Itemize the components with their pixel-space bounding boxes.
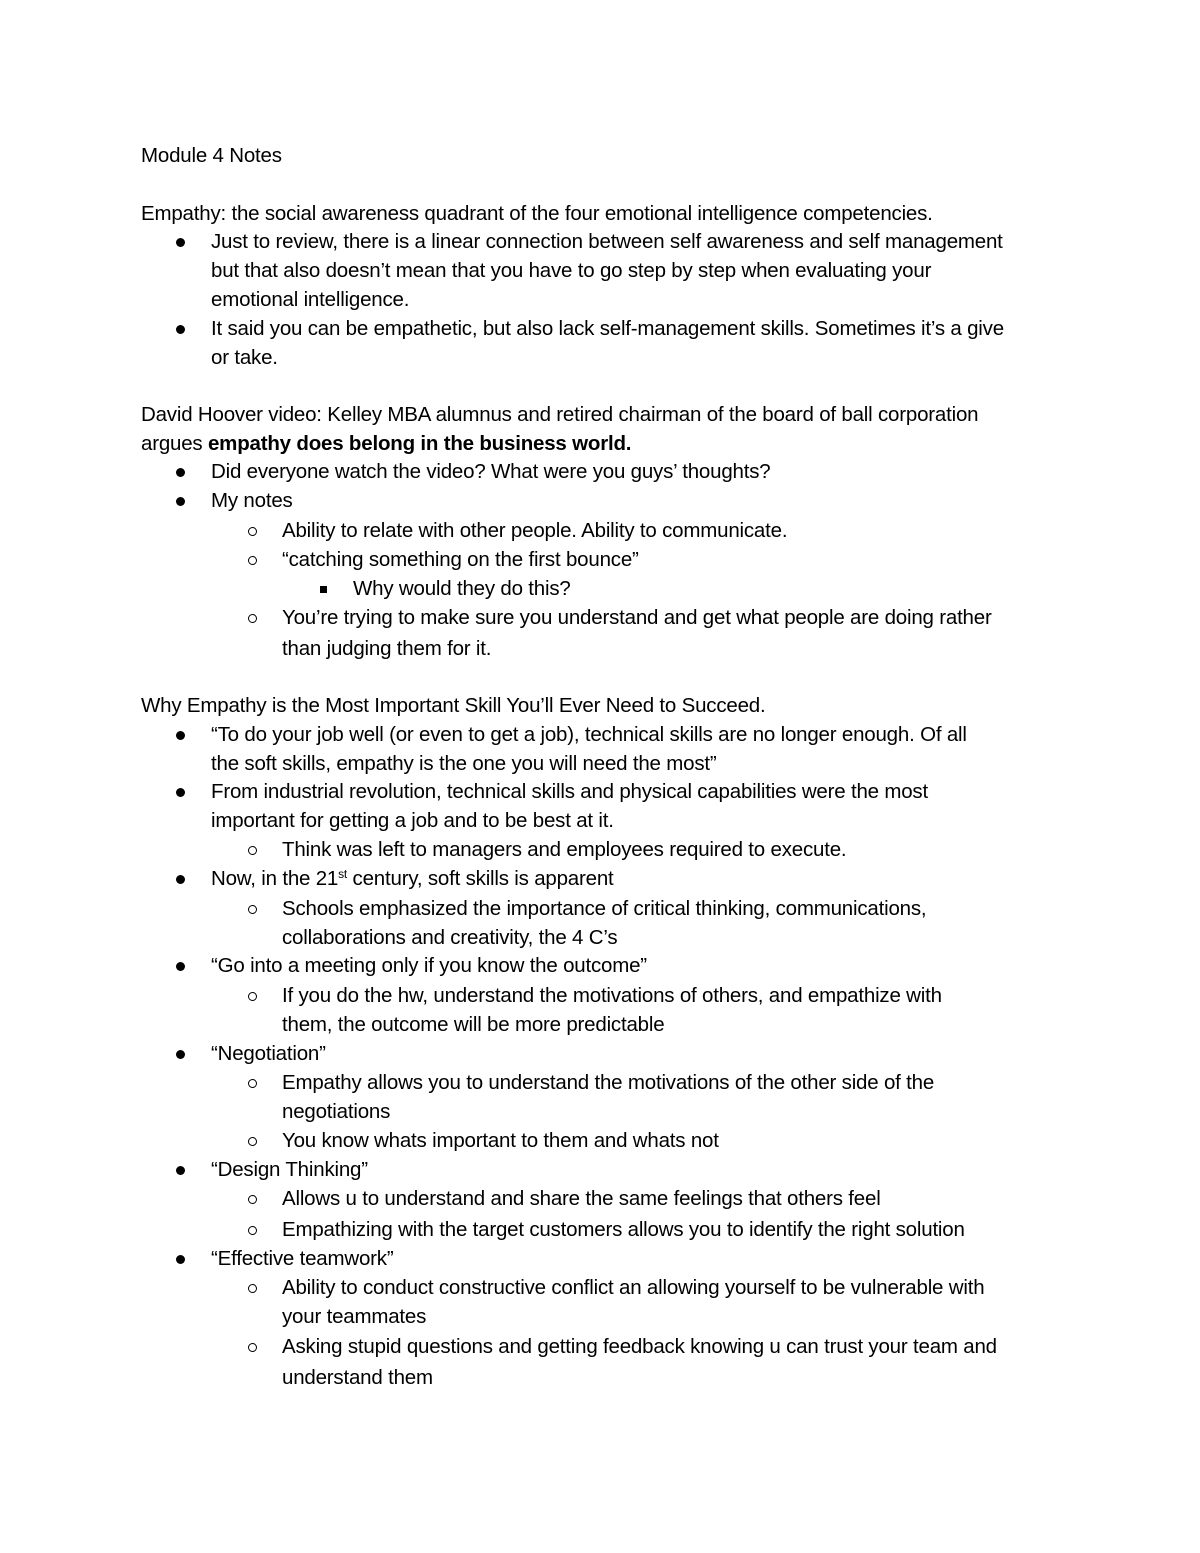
why-bullet-3-sub-1-line-2: collaborations and creativity, the 4 C’s [282, 926, 618, 949]
why-bullet-4-sub-1-line-1: If you do the hw, understand the motivations of others, and empathize with [282, 984, 942, 1007]
why-bullet-2-sub-1: Think was left to managers and employees required to execute. [282, 838, 847, 861]
hoover-bullet-1: Did everyone watch the video? What were you guys’ thoughts? [211, 460, 771, 483]
bullet-circle [248, 1226, 257, 1235]
bullet-dot [176, 1255, 185, 1264]
bullet-dot [176, 1166, 185, 1175]
bullet-circle [248, 1079, 257, 1088]
why-bullet-6-sub-2: Empathizing with the target customers allows you to identify the right solution [282, 1218, 965, 1241]
hoover-sub-3-line-1: You’re trying to make sure you understand and get what people are doing rather [282, 606, 992, 629]
why-bullet-6-sub-1: Allows u to understand and share the same feelings that others feel [282, 1187, 881, 1210]
why-bullet-5-sub-2: You know whats important to them and whats not [282, 1129, 719, 1152]
bullet-circle [248, 1343, 257, 1352]
hoover-heading-bold: empathy does belong in the business world. [207, 432, 632, 455]
bullet-circle [248, 1284, 257, 1293]
hoover-sub-1: Ability to relate with other people. Ability to communicate. [282, 519, 788, 542]
empathy-bullet-2-line-2: or take. [211, 346, 278, 369]
why-bullet-5-sub-1-line-2: negotiations [282, 1100, 391, 1123]
why-bullet-3-sup: st [338, 867, 348, 881]
bullet-dot [176, 875, 185, 884]
empathy-heading: Empathy: the social awareness quadrant of the four emotional intelligence competencies. [141, 202, 933, 225]
bullet-circle [248, 846, 257, 855]
bullet-dot [176, 325, 185, 334]
why-bullet-3-prefix: Now, in the 21 [211, 867, 339, 890]
why-bullet-4: “Go into a meeting only if you know the outcome” [211, 954, 647, 977]
why-bullet-7: “Effective teamwork” [211, 1247, 394, 1270]
why-bullet-2-line-1: From industrial revolution, technical skills and physical capabilities were the most [211, 780, 928, 803]
bullet-circle [248, 1137, 257, 1146]
bullet-dot [176, 238, 185, 247]
why-bullet-3 [211, 867, 614, 891]
why-bullet-5-sub-1-line-1: Empathy allows you to understand the motivations of the other side of the [282, 1071, 935, 1094]
bullet-circle [248, 527, 257, 536]
why-bullet-1-line-1: “To do your job well (or even to get a job), technical skills are no longer enough. Of all [211, 723, 967, 746]
bullet-circle [248, 1195, 257, 1204]
empathy-bullet-2-line-1: It said you can be empathetic, but also lack self-management skills. Sometimes it’s a give [211, 317, 1004, 340]
why-bullet-3-suffix: century, soft skills is apparent [347, 867, 614, 890]
why-bullet-7-sub-1-line-2: your teammates [282, 1305, 427, 1328]
why-bullet-2-line-2: important for getting a job and to be best at it. [211, 809, 614, 832]
why-bullet-7-sub-2-line-1: Asking stupid questions and getting feedback knowing u can trust your team and [282, 1335, 997, 1358]
empathy-bullet-1-line-2: but that also doesn’t mean that you have to go step by step when evaluating your [211, 259, 932, 282]
empathy-bullet-1-line-3: emotional intelligence. [211, 288, 410, 311]
hoover-heading-prefix: argues [141, 432, 208, 455]
why-bullet-3-sub-1-line-1: Schools emphasized the importance of critical thinking, communications, [282, 897, 927, 920]
bullet-circle [248, 992, 257, 1001]
bullet-circle [248, 556, 257, 565]
hoover-bullet-2: My notes [211, 489, 293, 512]
bullet-dot [176, 468, 185, 477]
why-heading: Why Empathy is the Most Important Skill You’ll Ever Need to Succeed. [141, 694, 766, 717]
why-bullet-1-line-2: the soft skills, empathy is the one you will need the most” [211, 752, 717, 775]
empathy-bullet-1-line-1: Just to review, there is a linear connection between self awareness and self management [211, 230, 1003, 253]
why-bullet-7-sub-2-line-2: understand them [282, 1366, 433, 1389]
bullet-dot [176, 497, 185, 506]
hoover-sub-2: “catching something on the first bounce” [282, 548, 639, 571]
why-bullet-5: “Negotiation” [211, 1042, 326, 1065]
hoover-sub-3-line-2: than judging them for it. [282, 637, 492, 660]
bullet-square [320, 586, 327, 593]
bullet-circle [248, 905, 257, 914]
bullet-dot [176, 788, 185, 797]
hoover-heading-line-1: David Hoover video: Kelley MBA alumnus and retired chairman of the board of ball corporation [141, 403, 979, 426]
why-bullet-4-sub-1-line-2: them, the outcome will be more predictable [282, 1013, 665, 1036]
hoover-sub-2-item: Why would they do this? [353, 577, 571, 600]
hoover-heading-line-2 [141, 432, 631, 456]
bullet-dot [176, 1050, 185, 1059]
bullet-dot [176, 962, 185, 971]
bullet-circle [248, 614, 257, 623]
why-bullet-7-sub-1-line-1: Ability to conduct constructive conflict an allowing yourself to be vulnerable with [282, 1276, 985, 1299]
why-bullet-6: “Design Thinking” [211, 1158, 368, 1181]
bullet-dot [176, 731, 185, 740]
doc-title: Module 4 Notes [141, 144, 282, 167]
